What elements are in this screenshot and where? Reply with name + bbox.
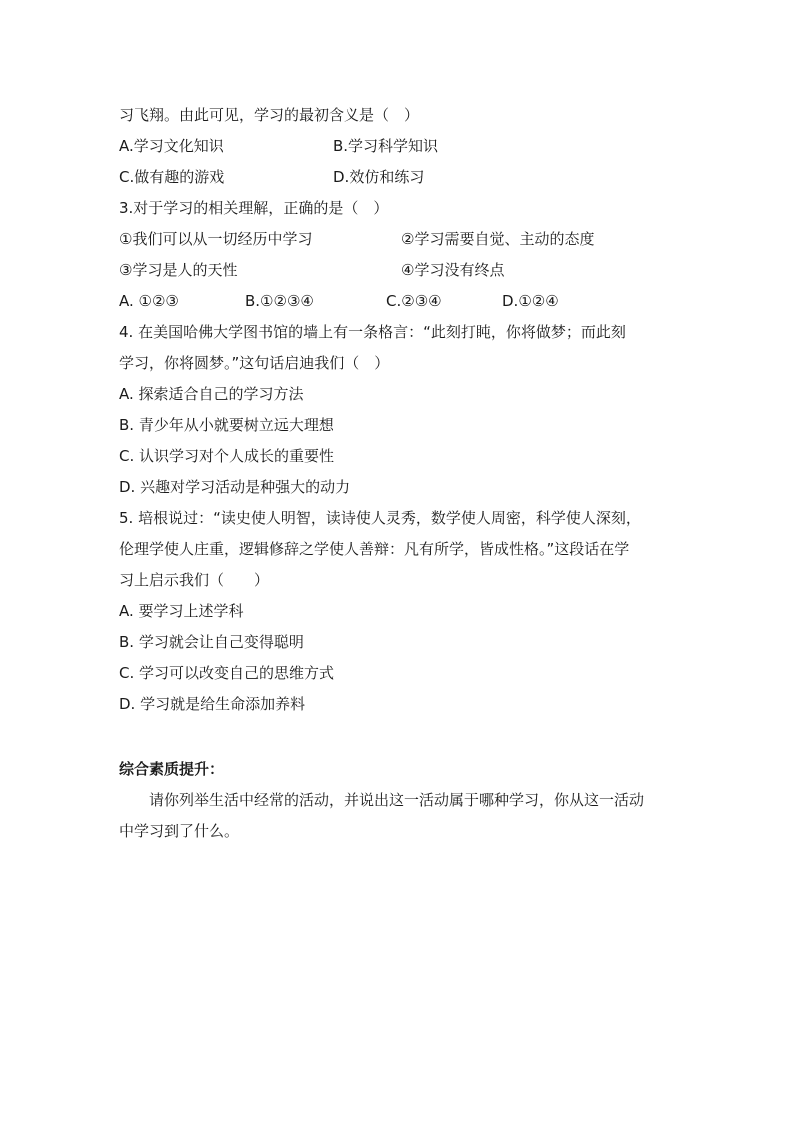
q3-options-row: [119, 286, 689, 317]
q2-option-c: C.做有趣的游戏: [119, 168, 225, 186]
q3-statement-4: ④学习没有终点: [401, 261, 505, 279]
q5-option-d: D. 学习就是给生命添加养料: [119, 695, 306, 713]
q4-option-a: A. 探索适合自己的学习方法: [119, 385, 304, 403]
section-spacer: [119, 720, 689, 754]
q3-option-d: D.①②④: [502, 292, 559, 310]
q3-statement-2: ②学习需要自觉、主动的态度: [401, 230, 595, 248]
q3-statement-3: ③学习是人的天性: [119, 261, 238, 279]
section-title: 综合素质提升：: [119, 760, 225, 778]
q4-option-d: D. 兴趣对学习活动是种强大的动力: [119, 478, 351, 496]
q3-stem: 3.对于学习的相关理解，正确的是（ ）: [119, 199, 389, 217]
q3-option-b: B.①②③④: [245, 292, 314, 310]
section-prompt-line-2: 中学习到了什么。: [119, 822, 240, 840]
q5-option-a: A. 要学习上述学科: [119, 602, 244, 620]
section-prompt-line-1: 请你列举生活中经常的活动，并说出这一活动属于哪种学习，你从这一活动: [149, 791, 645, 809]
q3-statement-1: ①我们可以从一切经历中学习: [119, 230, 313, 248]
q2-stem: 习飞翔。由此可见，学习的最初含义是（ ）: [119, 106, 420, 124]
document-content: [119, 100, 689, 847]
q2-option-a: A.学习文化知识: [119, 137, 224, 155]
q4-option-b: B. 青少年从小就要树立远大理想: [119, 416, 334, 434]
q2-option-b: B.学习科学知识: [333, 137, 439, 155]
q3-option-c: C.②③④: [386, 292, 442, 310]
q4-stem-line-1: 4. 在美国哈佛大学图书馆的墙上有一条格言：“此刻打盹，你将做梦；而此刻: [119, 323, 626, 341]
q3-statements-row-1: [119, 224, 689, 255]
q5-option-b: B. 学习就会让自己变得聪明: [119, 633, 304, 651]
q2-option-d: D.效仿和练习: [333, 168, 425, 186]
q4-stem-line-2: 学习，你将圆梦。”这句话启迪我们（ ）: [119, 354, 390, 372]
q3-statements-row-2: [119, 255, 689, 286]
q5-stem-line-3: 习上启示我们（ ）: [119, 571, 270, 589]
q2-options-row-1: [119, 131, 689, 162]
q5-stem-line-1: 5. 培根说过：“读史使人明智，读诗使人灵秀，数学使人周密，科学使人深刻，: [119, 509, 641, 527]
q2-options-row-2: [119, 162, 689, 193]
q5-stem-line-2: 伦理学使人庄重，逻辑修辞之学使人善辩：凡有所学，皆成性格。”这段话在学: [119, 540, 630, 558]
q3-option-a: A. ①②③: [119, 292, 179, 310]
q4-option-c: C. 认识学习对个人成长的重要性: [119, 447, 335, 465]
q5-option-c: C. 学习可以改变自己的思维方式: [119, 664, 335, 682]
